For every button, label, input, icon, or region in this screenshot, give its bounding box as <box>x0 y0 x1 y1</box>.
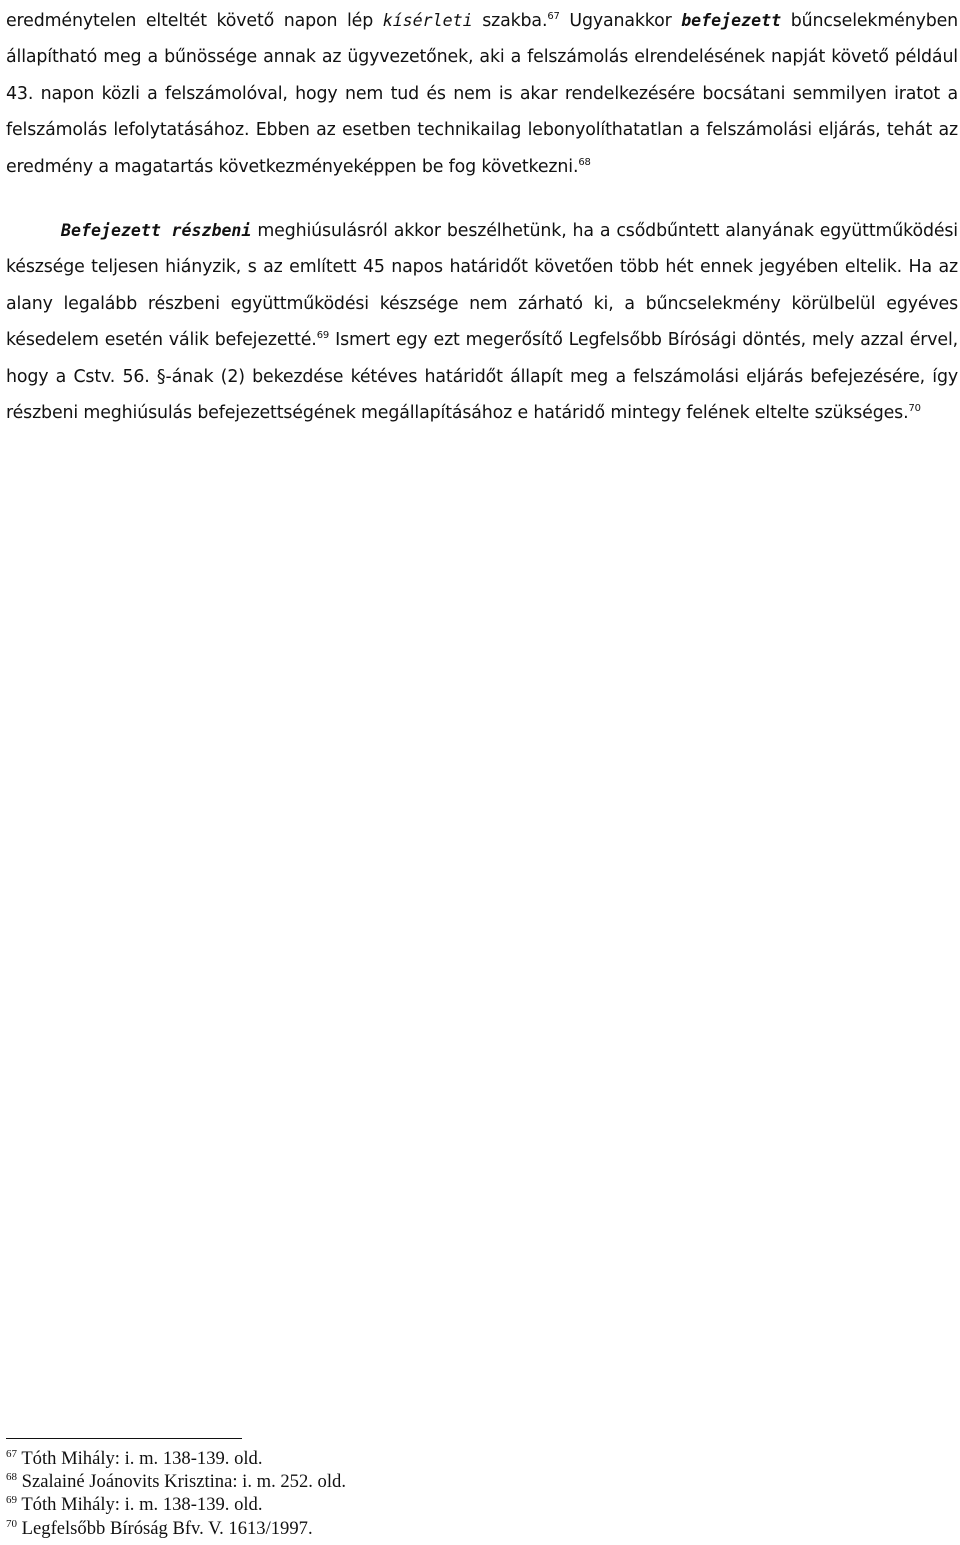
paragraph-text: Ugyanakkor <box>559 11 682 31</box>
paragraph-text: szakba. <box>472 11 548 31</box>
footnote-text: Szalainé Joánovits Krisztina: i. m. 252. old. <box>21 1471 346 1493</box>
footnote-number: 69 <box>6 1494 17 1507</box>
footnotes-list <box>6 1447 906 1540</box>
body-paragraph-1 <box>6 3 958 185</box>
footnote-text: Tóth Mihály: i. m. 138-139. old. <box>21 1494 263 1516</box>
footnote-ref-68: 68 <box>578 156 591 168</box>
footnote-ref-67: 67 <box>547 11 560 22</box>
footnote-ref-69: 69 <box>316 330 330 342</box>
body-paragraph-2 <box>6 213 958 431</box>
emphasized-term: Befejezett részbeni <box>61 221 252 240</box>
footnote-69 <box>6 1493 906 1516</box>
footnote-text: Legfelsőbb Bíróság Bfv. V. 1613/1997. <box>21 1517 313 1539</box>
footnote-separator <box>6 1438 242 1439</box>
footnote-number: 68 <box>6 1471 17 1484</box>
footnote-67 <box>6 1447 906 1470</box>
footnote-68 <box>6 1470 906 1493</box>
footnote-text: Tóth Mihály: i. m. 138-139. old. <box>21 1448 263 1469</box>
paragraph-text: meghiúsulásról akkor beszélhetünk, ha a csődbűntett alanyának együttműködési készsége teljesen hiányzik, s az említett 45 napos határidőt követően több hét ennek jegyében eltelik. Ha az alany legalább részbeni együttműködési készsége nem zárható ki, a bűncselekmény körülbelül egyéves késedelem esetén válik befejezetté. <box>6 221 958 351</box>
footnote-number: 67 <box>6 1448 17 1460</box>
footnote-number: 70 <box>6 1517 17 1530</box>
paragraph-text: Ismert egy ezt megerősítő Legfelsőbb Bírósági döntés, mely azzal érvel, hogy a Cstv. 56. §-ának (2) bekezdése kétéves határidőt állapít meg a felszámolási eljárás befejezésére, így részbeni meghiúsulás befejezettségének megállapításához e határidő mintegy felének eltelte szükséges. <box>6 330 958 424</box>
paragraph-text: bűncselekményben állapítható meg a bűnössége annak az ügyvezetőnek, aki a felszámolás elrendelésének napját követő például 43. napon közli a felszámolóval, hogy nem tud és nem is akar rendelkezésére bocsátani semmilyen iratot a felszámolás lefolytatásához. Ebben az esetben technikailag lebonyolíthatatlan a felszámolási eljárás, tehát az eredmény a magatartás következményeképpen be fog következni. <box>6 11 959 177</box>
emphasized-term: kísérleti <box>382 11 473 30</box>
document-page <box>6 0 958 1545</box>
footnote-ref-70: 70 <box>908 403 921 415</box>
emphasized-term: befejezett <box>681 11 782 30</box>
footnote-70 <box>6 1517 906 1540</box>
paragraph-text: eredménytelen elteltét követő napon lép <box>6 11 383 31</box>
